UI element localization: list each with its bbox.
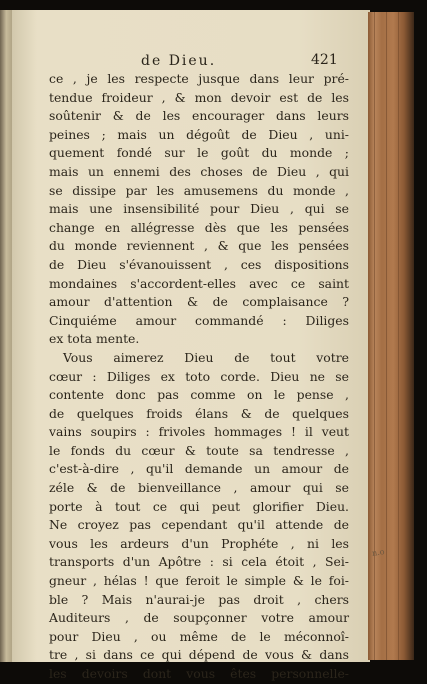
text-line: les devoirs dont vous êtes personnelle- — [49, 666, 349, 681]
text-line: contente donc pas comme on le pense , — [49, 387, 349, 403]
text-line: Auditeurs , de soupçonner votre amour — [49, 610, 349, 626]
text-line: vous les ardeurs d'un Prophéte , ni les — [49, 535, 349, 551]
text-line: de quelques froids élans & de quelques — [49, 405, 349, 421]
text-line: ce , je les respecte jusque dans leur pré- — [49, 71, 349, 86]
text-line: mais une insensibilité pour Dieu , qui se — [49, 201, 349, 217]
text-line: zéle & de bienveillance , amour qui se — [49, 480, 349, 496]
text-line: tre , si dans ce qui dépend de vous & dans — [49, 647, 349, 663]
text-line: gneur , hélas ! que feroit le simple & le foi- — [49, 573, 349, 589]
page-fore-edge-line — [398, 12, 399, 660]
running-head: de Dieu. — [141, 53, 217, 69]
text-line: ble ? Mais n'aurai-je pas droit , chers — [49, 591, 349, 607]
text-line: mondaines s'accordent-elles avec ce saint — [49, 275, 349, 291]
text-line: peines ; mais un dégoût de Dieu , uni- — [49, 126, 349, 142]
text-line: se dissipe par les amusemens du monde , — [49, 182, 349, 198]
text-line: mais un ennemi des choses de Dieu , qui — [49, 163, 349, 179]
margin-scribble: n.o — [371, 547, 386, 558]
text-line: c'est-à-dire , qu'il demande un amour de — [49, 461, 349, 477]
text-line: le fonds du cœur & toute sa tendresse , — [49, 442, 349, 458]
text-line: Ne croyez pas cependant qu'il attende de — [49, 517, 349, 533]
text-line: porte à tout ce qui peut glorifier Dieu. — [49, 498, 349, 514]
text-line: Cinquiéme amour commandé : Diliges — [49, 312, 349, 328]
text-line: change en allégresse dès que les pensées — [49, 219, 349, 235]
text-line: ex tota mente. — [49, 331, 140, 347]
text-line: quement fondé sur le goût du monde ; — [49, 145, 349, 161]
text-line: pour Dieu , ou même de le méconnoî- — [49, 628, 349, 644]
page-number: 421 — [311, 52, 338, 68]
page-fore-edge-line — [386, 12, 387, 660]
body-text — [49, 70, 349, 684]
text-line: transports d'un Apôtre : si cela étoit , Sei- — [49, 554, 349, 570]
text-line: cœur : Diliges ex toto corde. Dieu ne se — [49, 368, 349, 384]
text-line: du monde reviennent , & que les pensées — [49, 238, 349, 254]
text-line: de Dieu s'évanouissent , ces dispositions — [49, 256, 349, 272]
text-line: Vous aimerez Dieu de tout votre — [63, 349, 349, 365]
text-line: amour d'attention & de complaisance ? — [49, 294, 349, 310]
text-line: tendue froideur , & mon devoir est de les — [49, 89, 349, 105]
text-line: soûtenir & de les encourager dans leurs — [49, 108, 349, 124]
page-fore-edge-line — [374, 12, 375, 660]
text-line: vains soupirs : frivoles hommages ! il veut — [49, 424, 349, 440]
